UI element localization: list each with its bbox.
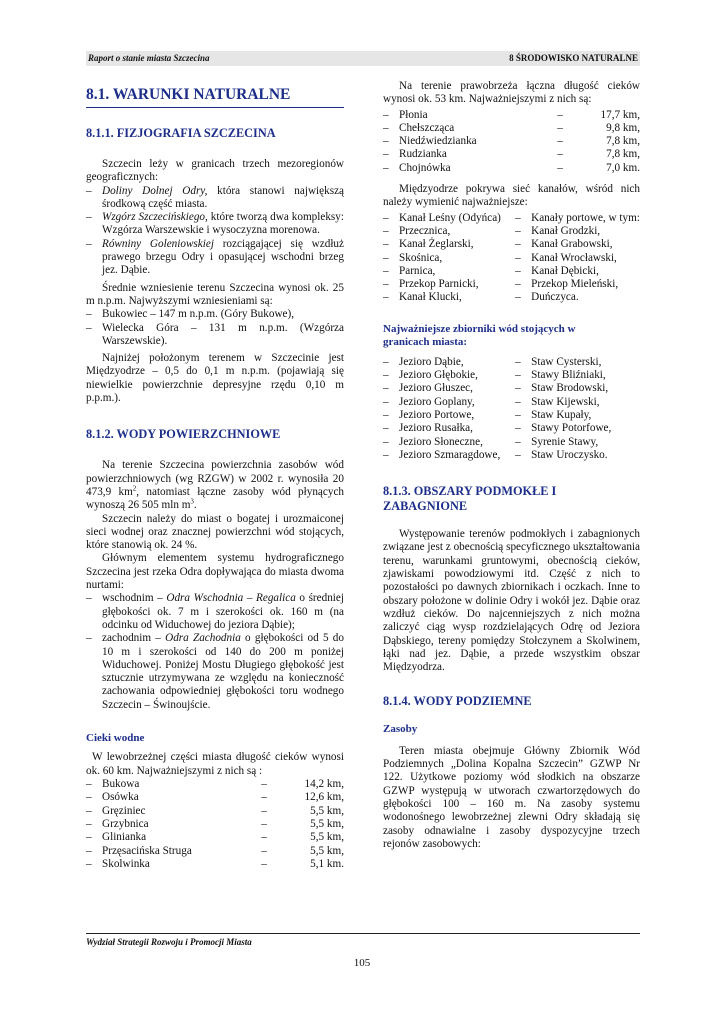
paragraph: Szczecin leży w granicach trzech mezoregionów geograficznych: xyxy=(86,158,344,184)
stream-name: Gręziniec xyxy=(102,804,146,817)
stream-name: Grzybnica xyxy=(102,817,149,830)
canal-item: – Kanał Leśny (Odyńca) xyxy=(383,212,515,225)
subsection-title-wody-powierzchniowe: 8.1.2. WODY POWIERZCHNIOWE xyxy=(86,427,281,442)
dash: – xyxy=(557,108,563,121)
stream-name: Niedźwiedzianka xyxy=(399,135,477,148)
reservoir-item: – Staw Kijewski, xyxy=(515,396,640,409)
dash: – xyxy=(383,108,389,121)
stream-length: 5,5 km, xyxy=(310,817,344,830)
stream-name: Skolwinka xyxy=(102,857,150,870)
heading-zasoby: Zasoby xyxy=(383,723,418,736)
stream-table-right xyxy=(383,109,640,175)
stream-length: 5,1 km. xyxy=(310,857,344,870)
canal-item: – Kanał Grabowski, xyxy=(515,238,640,251)
stream-row xyxy=(383,109,640,122)
heading-cieki-wodne: Cieki wodne xyxy=(86,731,145,744)
stream-length: 14,2 km, xyxy=(304,778,344,791)
paragraph: W lewobrzeżnej części miasta długość cieków wynosi ok. 60 km. Najważniejszymi z nich są : xyxy=(86,751,344,777)
canal-list-left xyxy=(383,212,515,305)
dash: – xyxy=(86,804,92,817)
reservoir-item: – Jezioro Rusałka, xyxy=(383,422,515,435)
dash: – xyxy=(383,148,389,161)
dash: – xyxy=(557,161,563,174)
canal-list xyxy=(383,212,640,305)
stream-name: Glinianka xyxy=(102,831,147,844)
subsection-title-wody-podziemne: 8.1.4. WODY PODZIEMNE xyxy=(383,694,532,709)
dash: – xyxy=(261,778,267,791)
header-chapter-title: 8 ŚRODOWISKO NATURALNE xyxy=(509,53,638,63)
stream-length: 7,8 km, xyxy=(606,135,640,148)
stream-name: Osówka xyxy=(102,791,139,804)
reservoir-list-left xyxy=(383,356,515,462)
list-item: – Równiny Goleniowskiej rozciągającej się wzdłuż prawego brzegu Odry i opasującej wschodni brzeg jez. Dąbie. xyxy=(86,238,344,278)
stream-length: 5,5 km, xyxy=(310,831,344,844)
dash: – xyxy=(261,804,267,817)
header-report-title: Raport o stanie miasta Szczecina xyxy=(88,53,210,63)
canal-item: – Kanał Wrocławski, xyxy=(515,252,640,265)
canal-item: – Przekop Parnicki, xyxy=(383,278,515,291)
paragraph: Międzyodrze pokrywa sieć kanałów, wśród nich należy wymienić najważniejsze: xyxy=(383,183,640,209)
stream-row xyxy=(383,122,640,135)
page-number: 105 xyxy=(353,957,371,969)
stream-name: Płonia xyxy=(399,108,428,121)
stream-name: Przęsacińska Struga xyxy=(102,844,192,857)
dash: – xyxy=(86,791,92,804)
stream-row xyxy=(383,162,640,175)
canal-item-items xyxy=(383,212,515,305)
stream-row xyxy=(383,148,640,161)
dash: – xyxy=(86,844,92,857)
paragraph: Średnie wzniesienie terenu Szczecina wynosi ok. 25 m n.p.m. Najwyższymi wzniesieniami są: xyxy=(86,281,344,307)
dash: – xyxy=(557,135,563,148)
paragraph: Występowanie terenów podmokłych i zabagnionych związane jest z obecnością specyficznego ukształtowania terenu, warunkami gruntowymi, obecnością cieków, zjawiskami powodziowymi itd. Część z nich to pozostałości po dawnych zbiornikach i oczkach. Inne to obszary położone w dolinie Odry i wokół jez. Dąbie oraz wzdłuż cieków. Do najcenniejszych z nich można zaliczyć ciąg wysp rozdzielających Odrę od Jeziora Dąbskiego, tereny pomiędzy Stołczynem a Skolwinem, łąki nad jez. Dąbie, a przede wszystkim obszar Międzyodrza. xyxy=(383,528,640,674)
stream-row xyxy=(86,831,344,844)
dash: – xyxy=(86,857,92,870)
reservoir-item-items xyxy=(515,356,640,462)
reservoir-item: – Staw Kupały, xyxy=(515,409,640,422)
reservoir-item: – Staw Cysterski, xyxy=(515,356,640,369)
stream-name: Bukowa xyxy=(102,778,140,791)
dash: – xyxy=(261,844,267,857)
page-footer: Wydział Strategii Rozwoju i Promocji Miasta xyxy=(86,933,640,947)
canal-item: – Kanał Grodzki, xyxy=(515,225,640,238)
stream-length: 12,6 km, xyxy=(304,791,344,804)
stream-name: Chełszcząca xyxy=(399,121,455,134)
stream-length: 7,0 km. xyxy=(606,161,640,174)
reservoir-item: – Staw Brodowski, xyxy=(515,382,640,395)
list-item: – Doliny Dolnej Odry, która stanowi największą środkową część miasta. xyxy=(86,185,344,212)
heading-zbiorniki: Najważniejsze zbiorniki wód stojących w granicach miasta: xyxy=(383,322,576,349)
stream-length: 5,5 km, xyxy=(310,804,344,817)
dash: – xyxy=(86,817,92,830)
stream-length: 9,8 km, xyxy=(606,121,640,134)
reservoir-item: – Jezioro Głębokie, xyxy=(383,369,515,382)
elevation-list xyxy=(86,308,344,348)
reservoir-item: – Jezioro Głuszec, xyxy=(383,382,515,395)
stream-row xyxy=(383,135,640,148)
reservoir-item: – Stawy Bliźniaki, xyxy=(515,369,640,382)
dash: – xyxy=(383,161,389,174)
list-item: – zachodnim – Odra Zachodnia o głębokości od 5 do 10 m i szerokości od 140 do 200 m poniżej Widuchowej. Poniżej Mostu Długiego głębokość jest sztucznie utrzymywana ze względu na konieczność zachowania odpowiedniej głębokości toru wodnego Szczecin – Świnoujście. xyxy=(86,632,344,712)
reservoir-item: – Jezioro Goplany, xyxy=(383,396,515,409)
reservoir-item: – Jezioro Dąbie, xyxy=(383,356,515,369)
reservoir-item: – Jezioro Szmaragdowe, xyxy=(383,449,515,462)
stream-row xyxy=(86,858,344,871)
subsection-title-obszary-podmokle: 8.1.3. OBSZARY PODMOKŁE I ZABAGNIONE xyxy=(383,484,557,514)
stream-row xyxy=(86,818,344,831)
canal-item: – Kanały portowe, w tym: xyxy=(515,212,640,225)
paragraph: Głównym elementem systemu hydrograficznego Szczecina jest rzeka Odra dopływająca do miasta dwoma nurtami: xyxy=(86,552,344,592)
reservoir-item-items xyxy=(383,356,515,462)
stream-name: Rudzianka xyxy=(399,148,447,161)
reservoir-list xyxy=(383,356,640,462)
list-item: – wschodnim – Odra Wschodnia – Regalica o średniej głębokości ok. 7 m i szerokości ok. 160 m (na odcinku od Widuchowej do jeziora Dąbie); xyxy=(86,592,344,632)
canal-item: – Duńczyca. xyxy=(515,291,640,304)
paragraph: Teren miasta obejmuje Główny Zbiornik Wód Podziemnych „Dolina Kopalna Szczecin” GZWP Nr 122. Użytkowe poziomy wód słodkich na obszarze GZWP występują w utworach czwartorzędowych do głębokości 100 – 160 m. Na zasoby systemu wodonośnego lewobrzeżnej zlewni Odry składają się zasoby odnawialne i zasoby dyspozycyjne trzech rejonów zasobowych: xyxy=(383,744,640,850)
dash: – xyxy=(86,831,92,844)
reservoir-item: – Syrenie Stawy, xyxy=(515,436,640,449)
canal-list-right xyxy=(515,212,640,305)
subsection-title-fizjografia: 8.1.1. FIZJOGRAFIA SZCZECINA xyxy=(86,126,276,140)
reservoir-item: – Jezioro Słoneczne, xyxy=(383,436,515,449)
dash: – xyxy=(383,135,389,148)
stream-length: 7,8 km, xyxy=(606,148,640,161)
canal-item: – Kanał Dębicki, xyxy=(515,265,640,278)
paragraph: Najniżej położonym terenem w Szczecinie jest Międzyodrze – 0,5 do 0,1 m n.p.m. (pojawiają się niewielkie powierzchnie depresyjne rzędu 0,10 m p.p.m.). xyxy=(86,352,344,405)
dash: – xyxy=(86,778,92,791)
stream-length: 17,7 km, xyxy=(600,108,640,121)
dash: – xyxy=(261,791,267,804)
dash: – xyxy=(383,121,389,134)
reservoir-item: – Staw Uroczysko. xyxy=(515,449,640,462)
stream-name: Chojnówka xyxy=(399,161,451,174)
stream-row xyxy=(86,845,344,858)
stream-row xyxy=(86,805,344,818)
stream-row xyxy=(86,778,344,791)
reservoir-list-right xyxy=(515,356,640,462)
paragraph: Na terenie prawobrzeża łączna długość cieków wynosi ok. 53 km. Najważniejszymi z nich są: xyxy=(383,80,640,106)
list-item: – Wielecka Góra – 131 m n.p.m. (Wzgórza Warszewskie). xyxy=(86,322,344,349)
right-column xyxy=(383,80,640,851)
paragraph: Szczecin należy do miast o bogatej i urozmaiconej sieci wodnej oraz znacznej powierzchni wód stojących, które stanowią ok. 24 %. xyxy=(86,512,344,552)
stream-table-left xyxy=(86,778,344,871)
canal-item: – Przecznica, xyxy=(383,225,515,238)
canal-item-items xyxy=(515,212,640,305)
stream-length: 5,5 km, xyxy=(310,844,344,857)
paragraph: Na terenie Szczecina powierzchnia zasobów wód powierzchniowych (wg RZGW) w 2002 r. wynosiła 20 473,9 $km^2$, natomiast łączne zasoby wód płynących wynoszą 26 505 mln $m^3$. xyxy=(86,459,344,512)
page-header xyxy=(86,51,640,66)
mezoregion-list xyxy=(86,185,344,278)
canal-item: – Kanał Żeglarski, xyxy=(383,238,515,251)
reservoir-item: – Stawy Potorfowe, xyxy=(515,422,640,435)
canal-item: – Parnica, xyxy=(383,265,515,278)
stream-row xyxy=(86,791,344,804)
canal-item: – Kanał Klucki, xyxy=(383,291,515,304)
odra-branches-list xyxy=(86,592,344,712)
left-column xyxy=(86,80,344,871)
section-title: 8.1. WARUNKI NATURALNE xyxy=(86,86,344,108)
canal-item: – Przekop Mieleński, xyxy=(515,278,640,291)
list-item: – Wzgórz Szczecińskiego, które tworzą dwa kompleksy: Wzgórza Warszewskie i wysoczyzna morenowa. xyxy=(86,211,344,238)
dash: – xyxy=(557,148,563,161)
dash: – xyxy=(261,831,267,844)
dash: – xyxy=(261,857,267,870)
dash: – xyxy=(557,121,563,134)
dash: – xyxy=(261,817,267,830)
list-item: – Bukowiec – 147 m n.p.m. (Góry Bukowe), xyxy=(86,308,344,321)
reservoir-item: – Jezioro Portowe, xyxy=(383,409,515,422)
canal-item: – Skośnica, xyxy=(383,252,515,265)
